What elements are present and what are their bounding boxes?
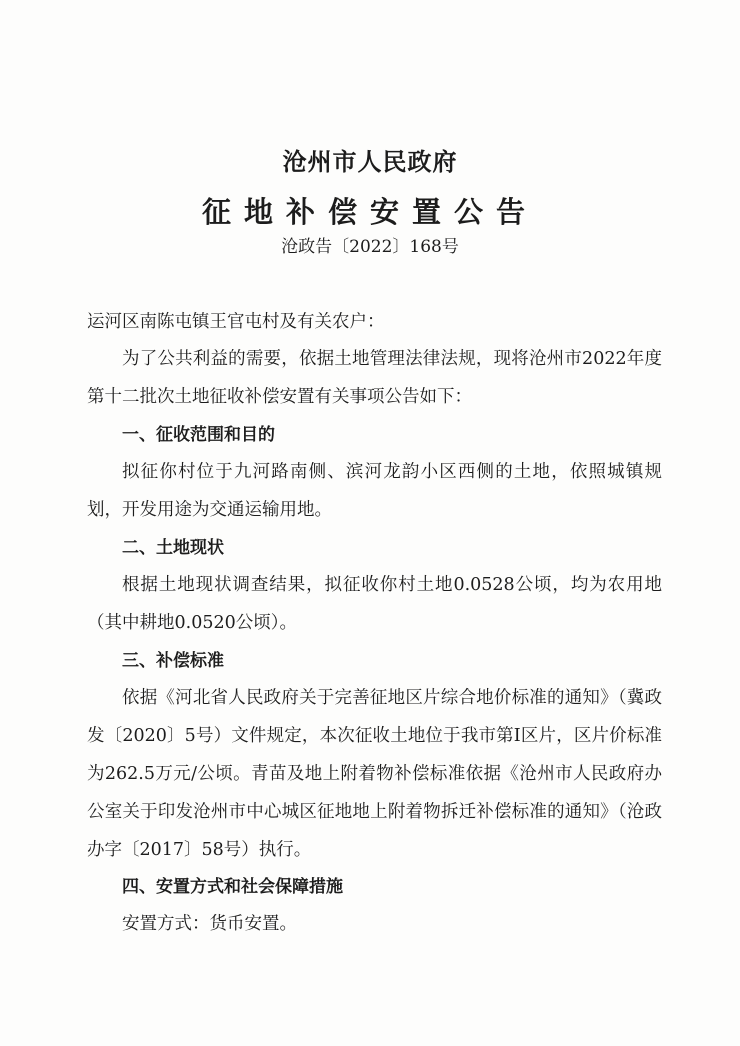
section-text-resettlement: 安置方式：货币安置。 [122,914,297,934]
addressee: 运河区南陈屯镇王官屯村及有关农户： [87,312,385,332]
section-heading-scope: 一、征收范围和目的 [122,425,275,445]
section-text-scope: 拟征你村位于九河路南侧、滨河龙韵小区西侧的土地，依照城镇规划，开发用途为交通运输用地。 [87,462,662,520]
section-heading-resettlement: 四、安置方式和社会保障措施 [122,877,343,897]
intro-paragraph: 为了公共利益的需要，依据土地管理法律法规，现将沧州市2022年度第十二批次土地征收补偿安置有关事项公告如下： [87,349,662,407]
section-heading-compensation: 三、补偿标准 [122,651,224,671]
section-text-compensation: 依据《河北省人民政府关于完善征地区片综合地价标准的通知》（冀政发〔2020〕5号）文件规定，本次征收土地位于我市第Ⅰ区片，区片价标准为262.5万元/公顷。青苗及地上附着物补偿标准依据《沧州市人民政府办公室关于印发沧州市中心城区征地地上附着物拆迁补偿标准的通知》（沧政办字〔2017〕58号）执行。 [87,688,662,860]
issuer-title: 沧州市人民政府 [282,147,458,176]
notice-title: 征地补偿安置公告 [201,195,538,229]
document-number: 沧政告〔2022〕168号 [281,237,459,257]
section-text-land-status: 根据土地现状调查结果，拟征收你村土地0.0528公顷，均为农用地（其中耕地0.0520公顷）。 [87,575,662,633]
section-heading-land-status: 二、土地现状 [122,538,224,558]
